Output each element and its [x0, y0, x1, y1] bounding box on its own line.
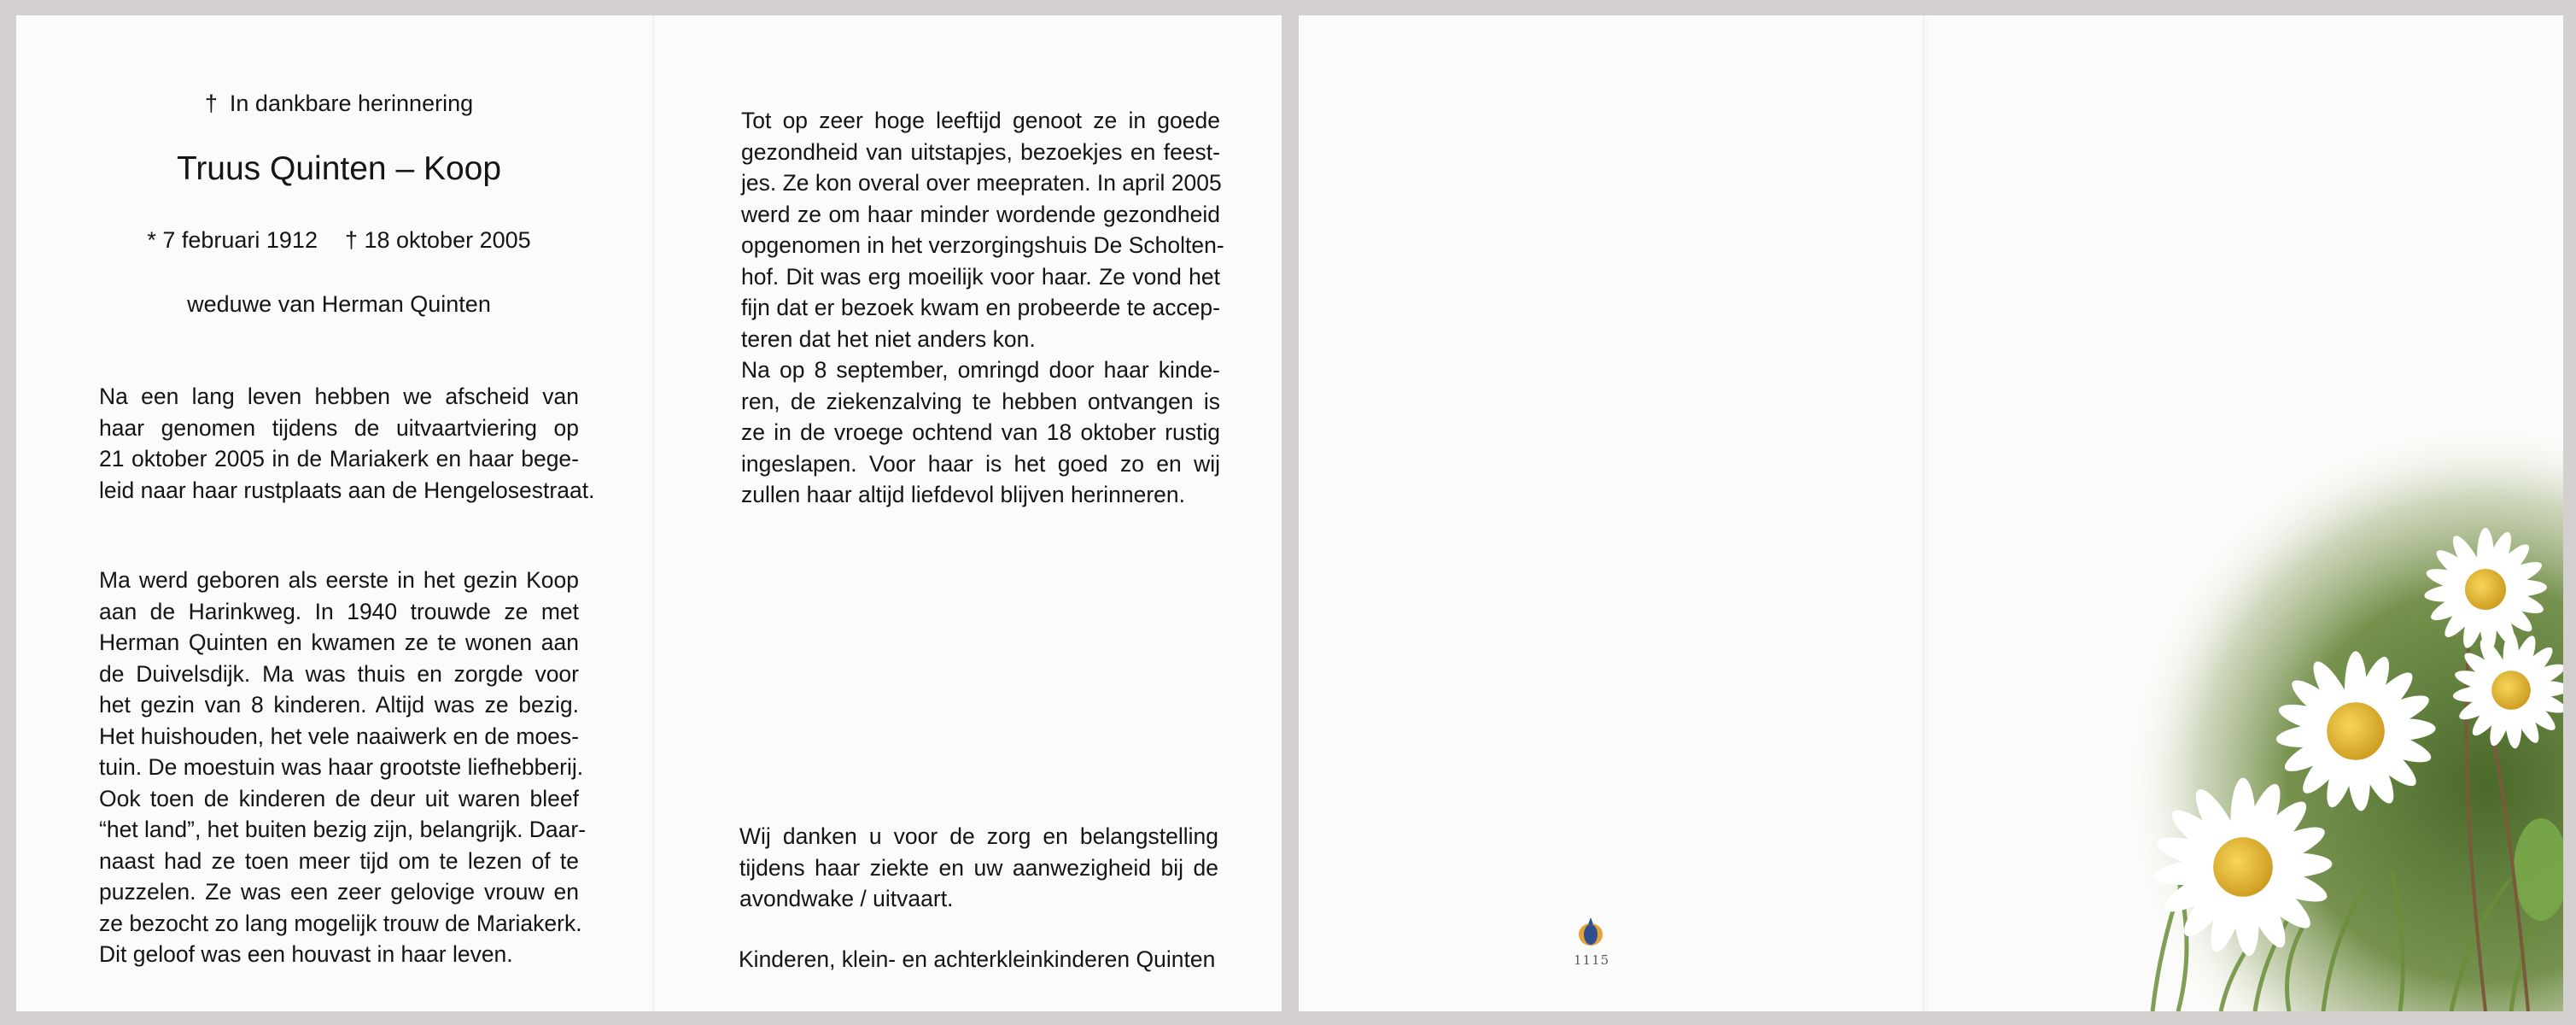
printer-mark	[1574, 914, 1608, 968]
text-line: het gezin van 8 kinderen. Altijd was ze bezig.	[99, 692, 579, 718]
paragraph-farewell	[99, 381, 595, 506]
text-line: hof. Dit was erg moeilijk voor haar. Ze vond het	[741, 263, 1220, 290]
death-date: † 18 oktober 2005	[344, 227, 531, 253]
widow-line: weduwe van Herman Quinten	[187, 291, 491, 317]
daisy-photo	[1299, 15, 2563, 1011]
text-line: Dit geloof was een houvast in haar leven.	[99, 941, 513, 967]
family-signature: Kinderen, klein- en achterkleinkinderen Quinten	[739, 946, 1216, 972]
intro-text: In dankbare herinnering	[229, 91, 474, 116]
text-line: leid naar haar rustplaats aan de Hengelosestraat.	[99, 477, 595, 503]
text-line: Na een lang leven hebben we afscheid van	[99, 384, 579, 409]
birth-date: * 7 februari 1912	[147, 227, 318, 253]
text-line: ze bezocht zo lang mogelijk trouw de Mariakerk.	[99, 910, 582, 936]
card-outside-right	[1299, 15, 2563, 1011]
text-line: opgenomen in het verzorgingshuis De Scholten-	[741, 232, 1224, 258]
text-line: tijdens haar ziekte en uw aanwezigheid bij de	[739, 854, 1218, 881]
text-line: “het land”, het buiten bezig zijn, belangrijk. Daar-	[99, 817, 587, 842]
paragraph-life-story	[99, 565, 587, 970]
text-line: fijn dat er bezoek kwam en probeerde te accep-	[741, 295, 1220, 320]
text-line: Tot op zeer hoge leeftijd genoot ze in goede	[741, 108, 1220, 133]
text-line: jes. Ze kon overal over meepraten. In april 2005	[741, 170, 1222, 196]
printer-number: 1115	[1574, 952, 1610, 968]
thanks-paragraph	[739, 821, 1218, 915]
text-line: tuin. De moestuin was haar grootste liefhebberij.	[99, 754, 584, 780]
dagger-icon: †	[204, 91, 218, 116]
paragraph-final-years	[741, 105, 1224, 511]
intro-line	[99, 91, 579, 117]
dates-line	[99, 227, 579, 254]
text-line: ze in de vroege ochtend van 18 oktober rustig	[741, 419, 1220, 445]
text-line: Na op 8 september, omringd door haar kinde-	[741, 357, 1220, 383]
text-line: avondwake / uitvaart.	[739, 886, 954, 911]
text-line: aan de Harinkweg. In 1940 trouwde ze met	[99, 598, 579, 624]
text-line: de Duivelsdijk. Ma was thuis en zorgde voor	[99, 660, 579, 687]
text-line: teren dat het niet anders kon.	[741, 325, 1036, 352]
text-line: werd ze om haar minder wordende gezondheid	[741, 201, 1220, 227]
card-inside-left	[16, 15, 1282, 1011]
text-line: haar genomen tijdens de uitvaartviering op	[99, 414, 579, 441]
text-line: puzzelen. Ze was een zeer gelovige vrouw en	[99, 879, 579, 905]
text-line: ingeslapen. Voor haar is het goed zo en wij	[741, 450, 1220, 477]
text-line: Ma werd geboren als eerste in het gezin Koop	[99, 567, 579, 593]
text-line: gezondheid van uitstapjes, bezoekjes en feest-	[741, 138, 1220, 165]
printer-logo-icon	[1574, 914, 1608, 948]
text-line: Ook toen de kinderen de deur uit waren bleef	[99, 785, 579, 811]
text-line: ren, de ziekenzalving te hebben ontvangen is	[741, 388, 1220, 414]
text-line: Het huishouden, het vele naaiwerk en de moes-	[99, 723, 579, 749]
text-line: 21 oktober 2005 in de Mariakerk en haar bege-	[99, 446, 579, 472]
text-line: naast had ze toen meer tijd om te lezen of te	[99, 847, 579, 874]
text-line: Wij danken u voor de zorg en belangstelling	[739, 823, 1218, 849]
text-line: Herman Quinten en kwamen ze te wonen aan	[99, 630, 579, 655]
text-line: zullen haar altijd liefdevol blijven herinneren.	[741, 482, 1186, 507]
deceased-name: Truus Quinten – Koop	[176, 150, 502, 187]
fold-line	[652, 15, 655, 1011]
